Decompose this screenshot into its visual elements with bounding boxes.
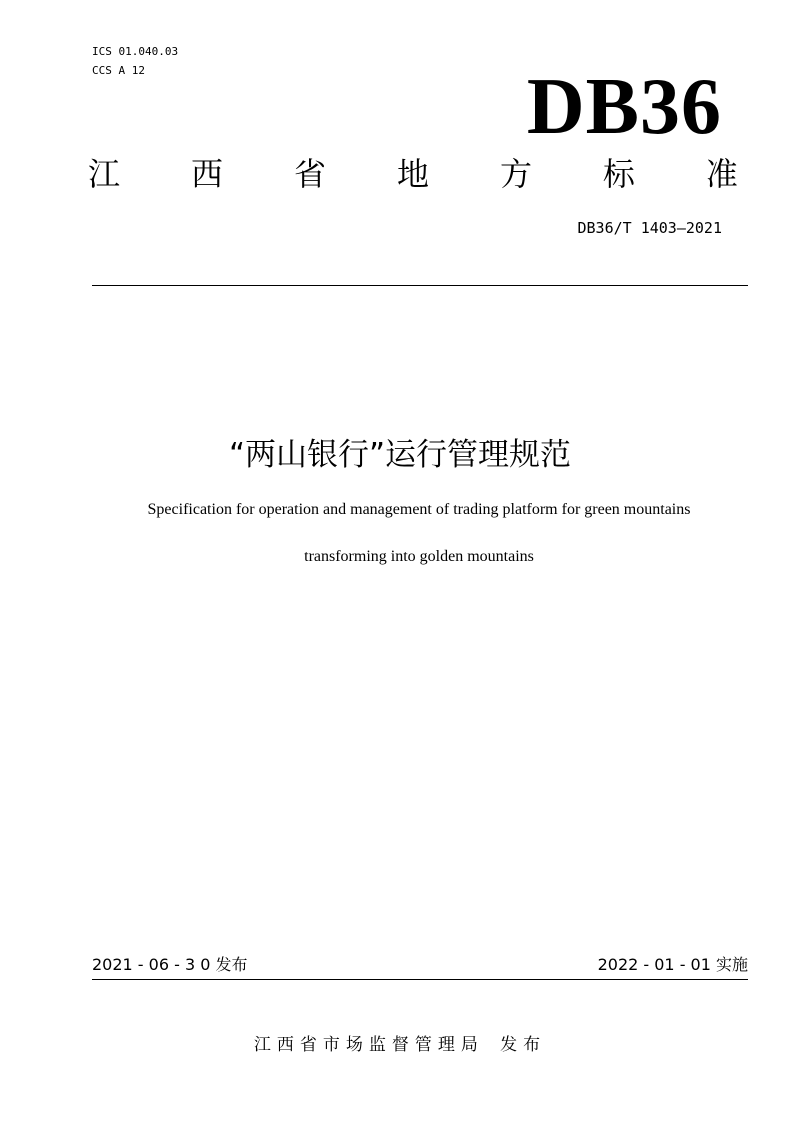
standard-type xyxy=(88,152,738,196)
issuer-line xyxy=(0,1032,800,1058)
standard-type-char: 地 xyxy=(396,155,429,193)
document-title-english-line2: transforming into golden mountains xyxy=(304,548,534,565)
standard-type-char: 标 xyxy=(602,155,635,193)
standard-type-char: 准 xyxy=(705,155,738,193)
issue-date: 2021 - 06 - 3 0 发布 xyxy=(92,955,248,974)
implement-date: 2022 - 01 - 01 实施 xyxy=(597,955,748,974)
ccs-code: CCS A 12 xyxy=(92,64,145,77)
document-title-english-line1: Specification for operation and management of trading platform for green mountains xyxy=(147,501,691,518)
document-title-chinese: “两山银行”运行管理规范 xyxy=(228,437,572,473)
header-divider xyxy=(92,285,748,286)
db-logo: DB36 xyxy=(526,63,722,151)
issuing-agency: 江西省市场监督管理局 xyxy=(253,1035,484,1055)
classification-codes xyxy=(92,42,178,80)
ics-code: ICS 01.040.03 xyxy=(92,45,179,58)
standard-type-char: 西 xyxy=(190,155,223,193)
issue-action: 发布 xyxy=(500,1035,547,1055)
date-row xyxy=(92,953,748,980)
standard-number: DB36/T 1403—2021 xyxy=(577,219,722,237)
standard-type-char: 省 xyxy=(293,155,326,193)
standard-type-char: 江 xyxy=(88,155,121,193)
standard-type-char: 方 xyxy=(499,155,532,193)
